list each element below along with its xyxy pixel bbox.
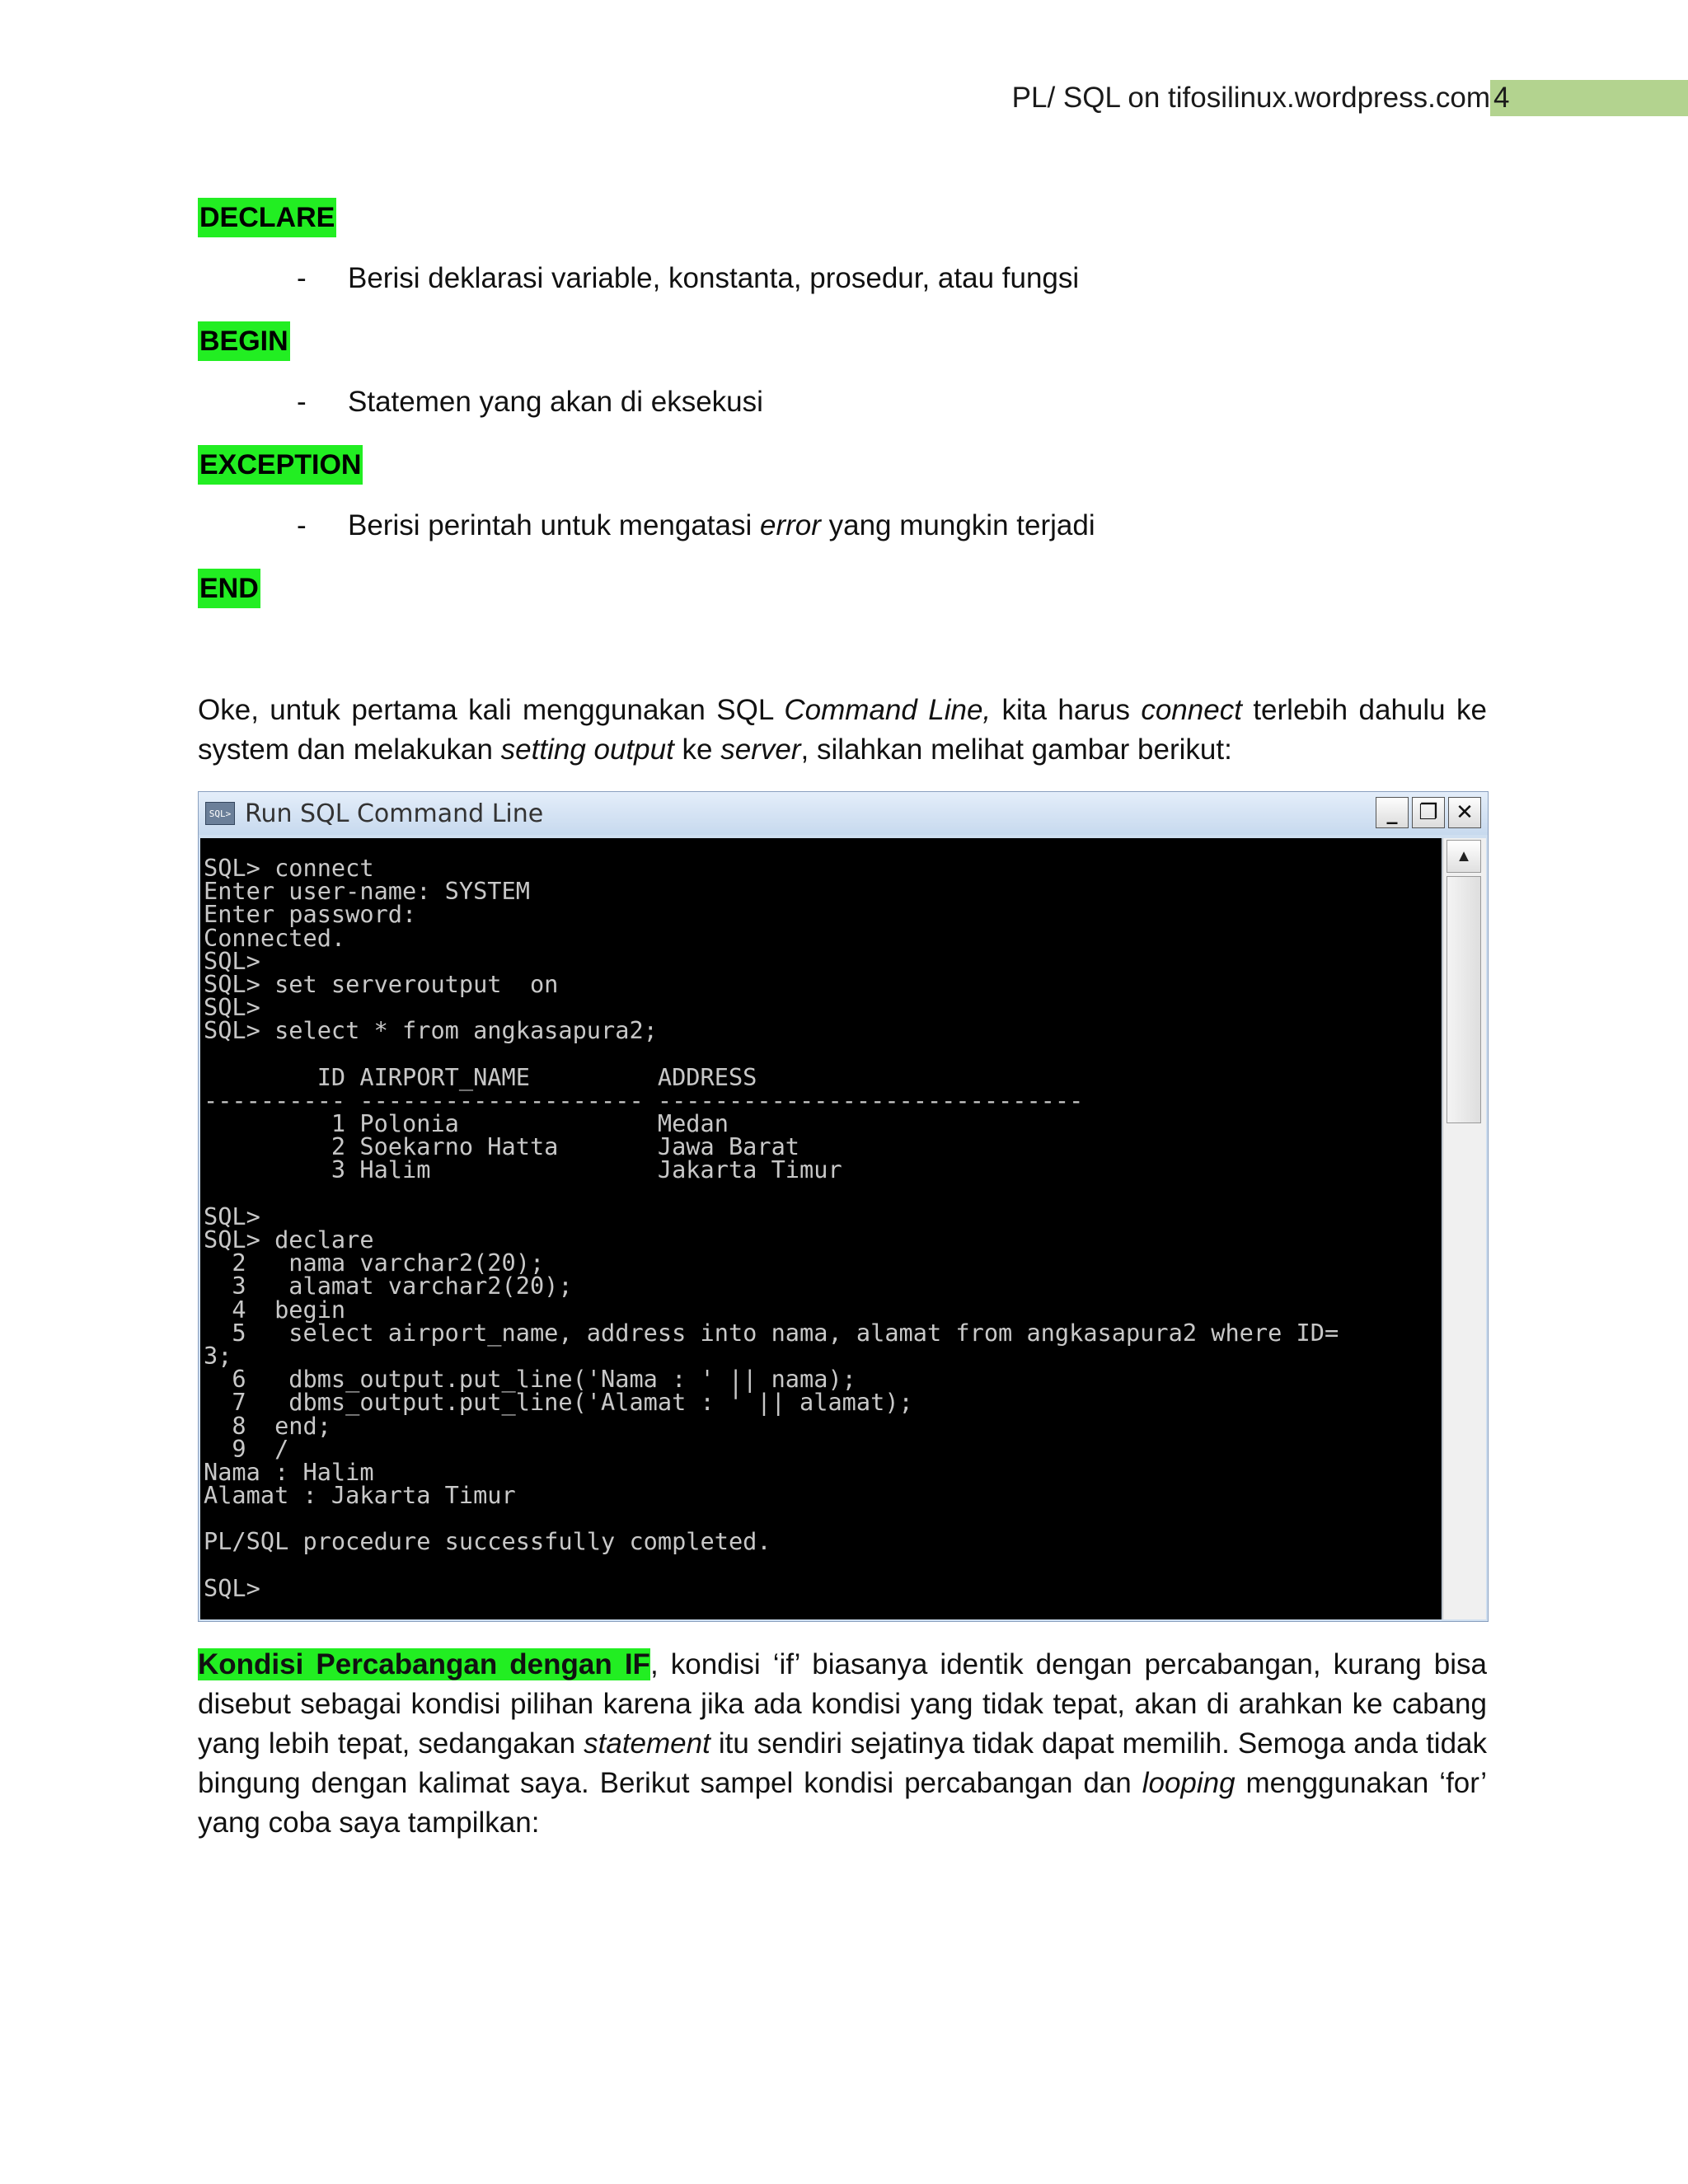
console-line: Alamat : Jakarta Timur [204, 1481, 516, 1510]
console-line: Enter user-name: SYSTEM [204, 877, 530, 906]
console-line: 1 Polonia Medan [204, 1109, 729, 1138]
console-line: 3 alamat varchar2(20); [204, 1272, 573, 1301]
bullet-dash: - [297, 509, 307, 541]
header-title: PL/ SQL on tifosilinux.wordpress.com [1011, 82, 1490, 114]
console-line [204, 1043, 1442, 1066]
console-line: 5 select airport_name, address into nama, alamat from angkasapura2 where ID= [204, 1318, 1339, 1347]
highlight-if-heading: Kondisi Percabangan dengan IF [198, 1648, 650, 1680]
window-titlebar[interactable] [199, 792, 1488, 835]
console-line: SQL> [204, 946, 260, 975]
console-line: SQL> connect [204, 854, 374, 882]
console-line: 6 dbms_output.put_line('Nama : ' || nama); [204, 1365, 856, 1394]
window-controls [1376, 797, 1481, 828]
console-line [204, 1554, 1442, 1577]
console-line: 2 Soekarno Hatta Jawa Barat [204, 1132, 800, 1161]
console-line: 7 dbms_output.put_line('Alamat : ' || alamat); [204, 1388, 913, 1417]
exception-description: - Berisi perintah untuk mengatasi error yang mungkin terjadi [297, 508, 1095, 544]
console-line: 4 begin [204, 1295, 346, 1324]
console-line: 9 / [204, 1434, 289, 1463]
console-line: ID AIRPORT_NAME ADDRESS [204, 1062, 757, 1091]
console-line: 3; [204, 1341, 232, 1370]
page-number: 4 [1490, 80, 1688, 116]
console-line: SQL> declare [204, 1226, 374, 1254]
sql-command-line-window [198, 791, 1489, 1622]
if-paragraph: Kondisi Percabangan dengan IF, kondisi ‘if’ biasanya identik dengan percabangan, kurang bisa disebut sebagai kondisi pilihan karena jika ada kondisi yang tidak tepat, akan di arahkan ke cabang yang lebih tepat, sedangakan statement itu sendiri sejatinya tidak dapat memilih. Semoga anda tidak bingung dengan kalimat saya. Berikut sampel kondisi percabangan dan looping menggunakan ‘for’ yang coba saya tampilkan: [198, 1648, 1488, 1839]
console-line: SQL> set serveroutput on [204, 969, 559, 998]
console-line [204, 1182, 1442, 1205]
window-title: Run SQL Command Line [245, 799, 544, 828]
console-line: SQL> [204, 1573, 260, 1602]
vertical-scrollbar[interactable] [1442, 838, 1486, 1619]
console-line: 3 Halim Jakarta Timur [204, 1155, 842, 1184]
console-line: 8 end; [204, 1411, 331, 1440]
restore-button[interactable]: ❐ [1412, 797, 1445, 828]
close-button[interactable]: ✕ [1448, 797, 1481, 828]
begin-description: - Statemen yang akan di eksekusi [297, 384, 763, 420]
console-line: 2 nama varchar2(20); [204, 1249, 545, 1277]
console-line: SQL> [204, 993, 260, 1022]
console-line: Nama : Halim [204, 1457, 374, 1486]
bullet-dash: - [297, 262, 307, 294]
console-output[interactable] [200, 838, 1442, 1619]
console-line: Enter password: [204, 900, 417, 929]
page-header [1012, 79, 1688, 117]
console-line [204, 1507, 1442, 1530]
scroll-thumb[interactable] [1447, 876, 1481, 1123]
keyword-declare: DECLARE [198, 198, 336, 237]
console-line: Connected. [204, 923, 346, 952]
console-line: ---------- -------------------- ------------------------------ [204, 1085, 1084, 1114]
keyword-exception: EXCEPTION [198, 445, 363, 485]
declare-description: - Berisi deklarasi variable, konstanta, prosedur, atau fungsi [297, 260, 1079, 297]
bullet-dash: - [297, 386, 307, 418]
intro-paragraph: Oke, untuk pertama kali menggunakan SQL Command Line, kita harus connect terlebih dahulu ke system dan melakukan setting output ke server, silahkan melihat gambar berikut: [198, 694, 1487, 766]
sql-app-icon: SQL> [205, 802, 235, 825]
minimize-button[interactable]: _ [1376, 797, 1409, 828]
keyword-begin: BEGIN [198, 321, 290, 361]
keyword-end: END [198, 569, 260, 608]
console-line: SQL> [204, 1202, 260, 1230]
console-line: SQL> select * from angkasapura2; [204, 1016, 658, 1045]
console-line: PL/SQL procedure successfully completed. [204, 1527, 771, 1556]
scroll-up-arrow-icon[interactable]: ▲ [1447, 840, 1481, 873]
